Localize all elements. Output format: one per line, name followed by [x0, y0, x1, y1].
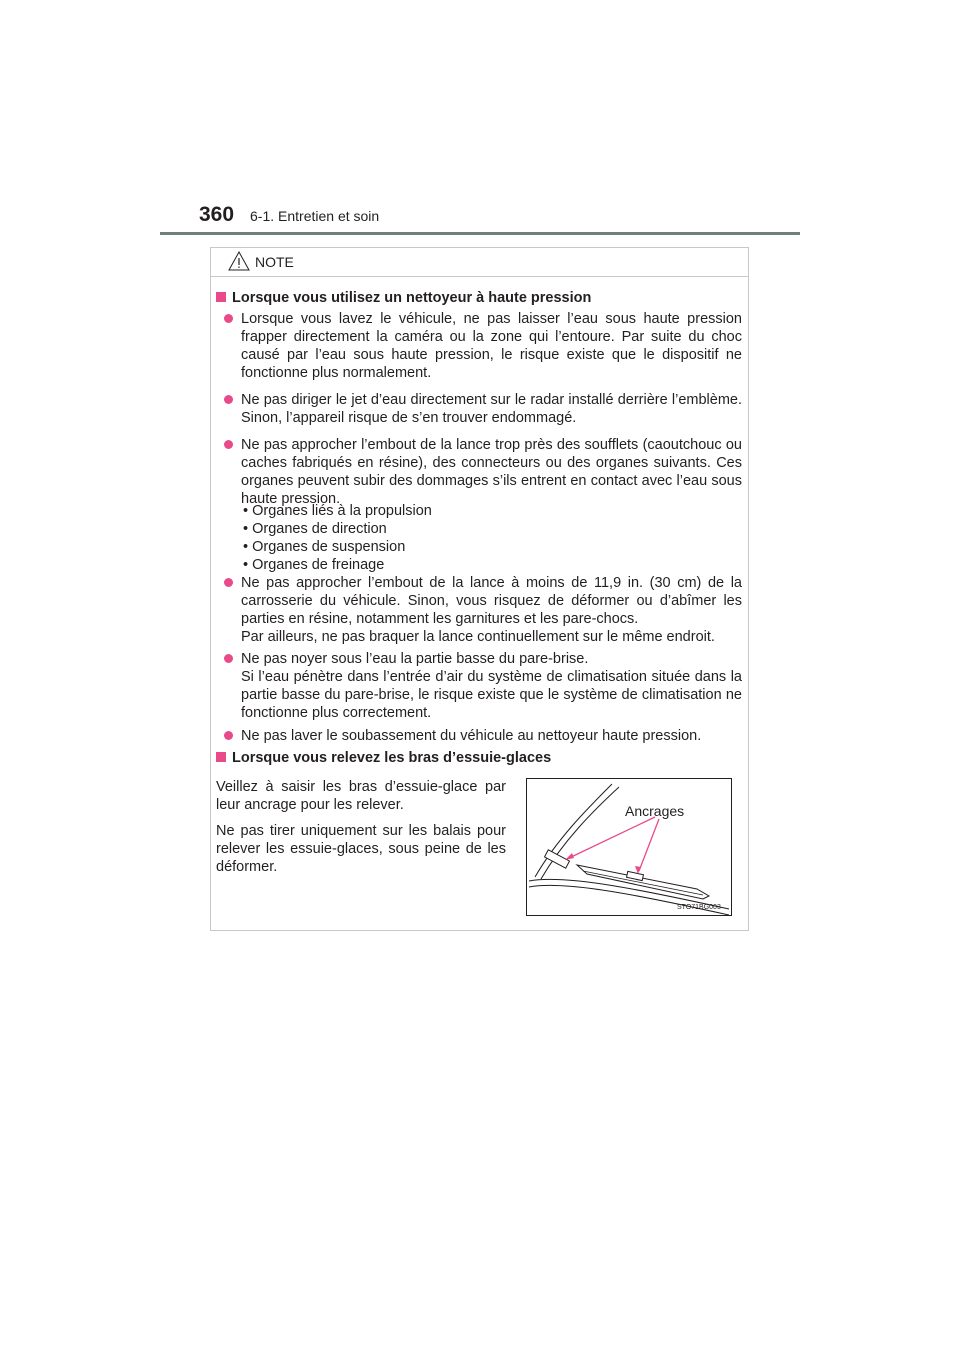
- square-bullet-icon: [216, 752, 226, 762]
- list-item: [224, 727, 742, 745]
- heading-pressure-washer: [216, 290, 591, 306]
- sub-list-item: • Organes liés à la propulsion: [243, 503, 432, 519]
- list-item-text: [241, 574, 742, 646]
- list-item-text: [241, 650, 742, 722]
- round-bullet-icon: [224, 440, 233, 449]
- header-rule: [160, 232, 800, 235]
- text-line: Si l’eau pénètre dans l’entrée d’air du système de climatisation située dans la partie basse du pare-brise, le risque existe que le système de climatisation ne fonctionne plus correctement.: [241, 669, 742, 721]
- paragraph: Ne pas tirer uniquement sur les balais pour relever les essuie-glaces, sous peine de les déformer.: [216, 823, 506, 875]
- text-line: Ne pas approcher l’embout de la lance à moins de 11,9 in. (30 cm) de la carrosserie du véhicule. Sinon, vous risquez de déformer ou d’abîmer les parties en résine, notamment les garnitures et les pare-chocs.: [241, 575, 742, 627]
- square-bullet-icon: [216, 292, 226, 302]
- list-item: [224, 310, 742, 382]
- round-bullet-icon: [224, 654, 233, 663]
- heading-text: Lorsque vous relevez les bras d’essuie-glaces: [232, 750, 552, 766]
- figure-label-anchors: Ancrages: [625, 803, 685, 819]
- list-item-text: Ne pas diriger le jet d’eau directement sur le radar installé derrière l’emblème. Sinon, l’appareil risque de s’en trouver endommagé.: [241, 392, 742, 426]
- figure-code: STO71BG003: [677, 904, 721, 911]
- text-line: Par ailleurs, ne pas braquer la lance continuellement sur le même endroit.: [241, 629, 715, 645]
- wiper-instructions: [216, 778, 506, 884]
- heading-text: Lorsque vous utilisez un nettoyeur à haute pression: [232, 290, 592, 306]
- sub-list-item: • Organes de direction: [243, 521, 387, 537]
- list-item-text: Ne pas laver le soubassement du véhicule au nettoyeur haute pression.: [241, 728, 702, 744]
- paragraph: Veillez à saisir les bras d’essuie-glace par leur ancrage pour les relever.: [216, 779, 506, 813]
- note-box: [210, 247, 749, 931]
- round-bullet-icon: [224, 395, 233, 404]
- wiper-illustration: [527, 779, 732, 916]
- heading-wiper-arms: [216, 750, 551, 766]
- round-bullet-icon: [224, 578, 233, 587]
- list-item: [224, 650, 742, 722]
- list-item: [224, 574, 742, 646]
- sub-list-item: • Organes de suspension: [243, 539, 406, 555]
- note-header: [211, 248, 748, 277]
- list-item: [224, 436, 742, 508]
- wiper-figure: [526, 778, 732, 916]
- list-item-text: Ne pas approcher l’embout de la lance trop près des soufflets (caoutchouc ou caches fabriqués en résine), des connecteurs ou des organes suivants. Ces organes peuvent subir des dommages s’ils entrent en contact avec l’eau sous haute pression.: [241, 437, 742, 507]
- section-title: 6-1. Entretien et soin: [250, 208, 380, 224]
- text-line: Ne pas noyer sous l’eau la partie basse du pare-brise.: [241, 651, 589, 667]
- warning-icon: [228, 251, 250, 271]
- page-number: 360: [199, 203, 235, 226]
- round-bullet-icon: [224, 314, 233, 323]
- round-bullet-icon: [224, 731, 233, 740]
- list-item-text: Lorsque vous lavez le véhicule, ne pas laisser l’eau sous haute pression frapper directement la caméra ou la zone qui l’entoure. Par suite du choc causé par l’eau sous haute pression, le risque existe que le dispositif ne fonctionne plus normalement.: [241, 311, 742, 381]
- note-label: NOTE: [255, 254, 294, 270]
- list-item: [224, 391, 742, 427]
- sub-list-item: • Organes de freinage: [243, 557, 385, 573]
